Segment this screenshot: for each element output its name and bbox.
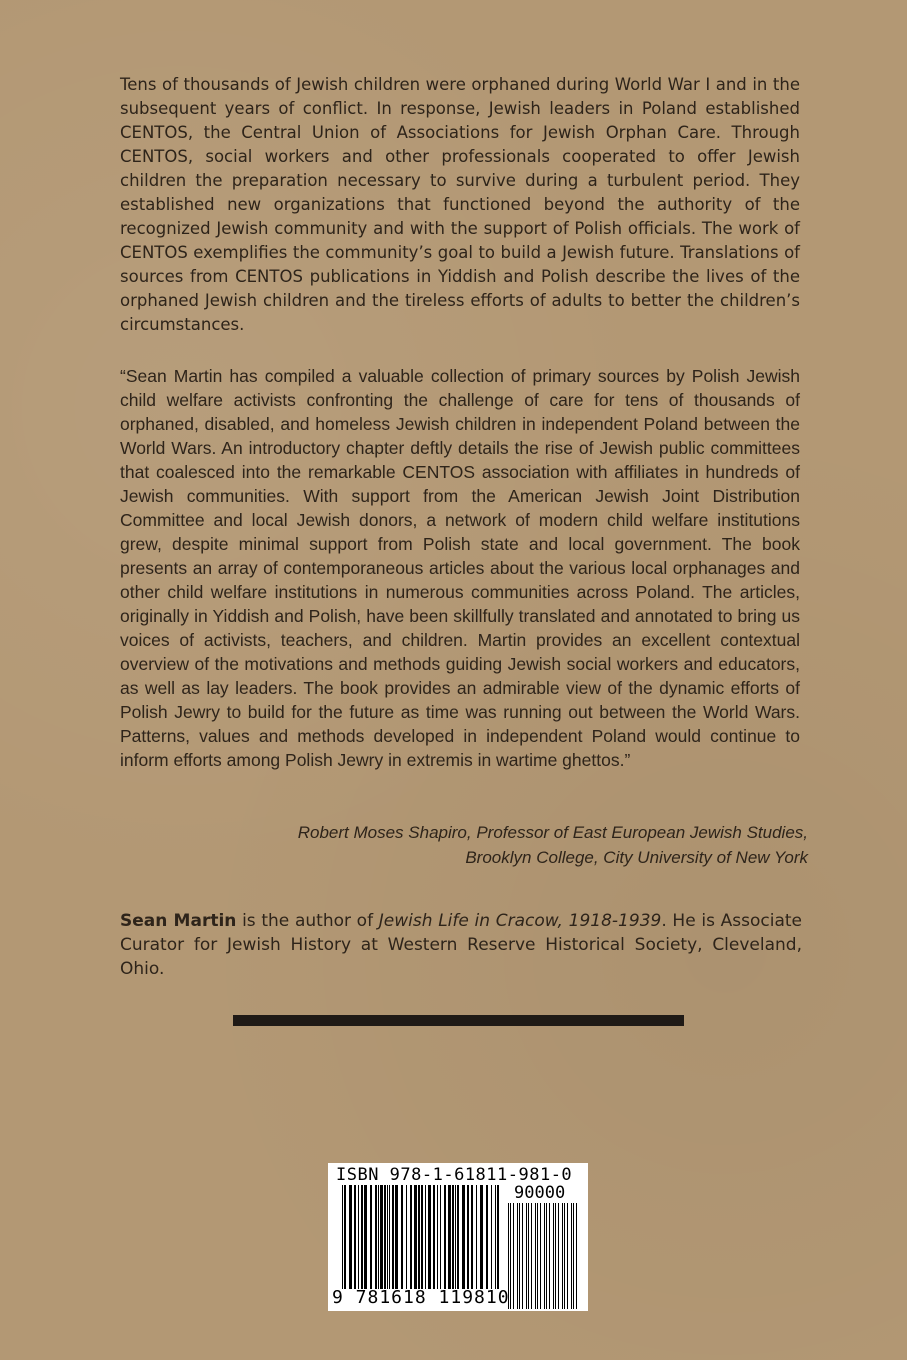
author-bio [120, 909, 802, 981]
barcode-bar-35 [476, 1185, 477, 1289]
addon-bar-9 [535, 1203, 536, 1309]
addon-bar-23 [576, 1203, 577, 1309]
addon-bar-22 [573, 1203, 574, 1309]
author-bio-text-2: . He is Associate Curator for Jewish History at Western Reserve Historical Society, Cleveland, Ohio. [120, 911, 802, 979]
barcode-bar-32 [462, 1185, 465, 1289]
barcode-bar-10 [380, 1185, 383, 1289]
barcode-bar-38 [491, 1185, 492, 1289]
addon-bar-2 [513, 1203, 514, 1309]
barcode-bar-14 [392, 1185, 394, 1289]
addon-bar-1 [510, 1203, 511, 1309]
isbn-label: ISBN 978-1-61811-981-0 [336, 1165, 573, 1185]
barcode-bar-40 [497, 1185, 499, 1289]
barcode-bar-7 [370, 1185, 372, 1289]
barcode-bar-20 [418, 1185, 420, 1289]
barcode-bar-23 [428, 1185, 431, 1289]
barcode-bar-27 [444, 1185, 446, 1289]
divider-rule [233, 1015, 684, 1026]
attribution-line-2: Brooklyn College, City University of New York [465, 848, 808, 867]
addon-bar-6 [526, 1203, 527, 1309]
addon-bar-13 [546, 1203, 547, 1309]
addon-bar-7 [528, 1203, 529, 1309]
barcode-bar-30 [455, 1185, 456, 1289]
addon-bar-10 [537, 1203, 538, 1309]
barcode-bar-36 [480, 1185, 483, 1289]
endorsement-attribution [200, 820, 808, 870]
addon-bar-11 [540, 1203, 541, 1309]
addon-bar-15 [553, 1203, 554, 1309]
barcode-bar-3 [354, 1185, 356, 1289]
barcode-bar-16 [401, 1185, 403, 1289]
addon-bar-4 [519, 1203, 520, 1309]
barcode-bar-29 [452, 1185, 454, 1289]
addon-bar-14 [549, 1203, 550, 1309]
author-bio-text-1: is the author of [236, 911, 379, 931]
barcode-bar-24 [433, 1185, 435, 1289]
barcode-bar-18 [410, 1185, 412, 1289]
barcode-bar-8 [375, 1185, 377, 1289]
addon-bar-21 [571, 1203, 572, 1309]
barcode-bar-21 [421, 1185, 423, 1289]
endorsement-quote: “Sean Martin has compiled a valuable collection of primary sources by Polish Jewish child welfare activists confronting the challenge of care for tens of thousands of orphaned, disabled, and homeless Jewish children in independent Poland between the World Wars. An introductory chapter deftly details the rise of Jewish public committees that coalesced into the remarkable CENTOS association with affiliates in hundreds of Jewish communities. With support from the American Jewish Joint Distribution Committee and local Jewish donors, a network of modern child welfare institutions grew, despite minimal support from Polish state and local government. The book presents an array of contemporaneous articles about the various local orphanages and other child welfare institutions in numerous communities across Poland. The articles, originally in Yiddish and Polish, have been skillfully translated and annotated to bring us voices of activists, teachers, and children. Martin provides an excellent contextual overview of the motivations and methods guiding Jewish social workers and educators, as well as lay leaders. The book provides an admirable view of the dynamic efforts of Polish Jewry to build for the future as time was running out between the World Wars. Patterns, values and methods developed in independent Poland would continue to inform efforts among Polish Jewry in extremis in wartime ghettos.” [120, 366, 800, 770]
barcode-bar-12 [387, 1185, 388, 1289]
addon-bar-20 [567, 1203, 568, 1309]
barcode-bar-6 [364, 1185, 367, 1289]
barcode-bar-4 [358, 1185, 359, 1289]
barcode-bar-15 [395, 1185, 398, 1289]
addon-bar-19 [564, 1203, 565, 1309]
addon-bar-17 [558, 1203, 559, 1309]
barcode-bar-31 [457, 1185, 459, 1289]
addon-bar-12 [544, 1203, 545, 1309]
author-name: Sean Martin [120, 911, 237, 931]
addon-bar-5 [522, 1203, 523, 1309]
barcode-bar-11 [384, 1185, 386, 1289]
barcode-bar-33 [467, 1185, 469, 1289]
barcode-bar-2 [349, 1185, 352, 1289]
attribution-line-1: Robert Moses Shapiro, Professor of East European Jewish Studies, [297, 823, 808, 842]
barcode-bar-9 [378, 1185, 379, 1289]
barcode-bar-26 [440, 1185, 441, 1289]
barcode-bar-37 [486, 1185, 488, 1289]
isbn-barcode [328, 1163, 588, 1311]
barcode-bar-28 [448, 1185, 451, 1289]
barcode-bar-17 [406, 1185, 407, 1289]
barcode-bar-13 [389, 1185, 390, 1289]
barcode-bar-34 [471, 1185, 473, 1289]
author-book-title: Jewish Life in Cracow, 1918-1939 [378, 911, 662, 931]
addon-bar-16 [555, 1203, 556, 1309]
barcode-bar-1 [344, 1185, 346, 1289]
addon-bar-8 [531, 1203, 532, 1309]
barcode-bar-25 [437, 1185, 438, 1289]
barcode-bar-0 [342, 1185, 343, 1289]
barcode-bar-22 [425, 1185, 426, 1289]
barcode-bar-19 [414, 1185, 417, 1289]
barcode-bar-39 [495, 1185, 496, 1289]
barcode-bar-5 [361, 1185, 363, 1289]
price-code: 90000 [514, 1183, 566, 1203]
addon-bar-3 [517, 1203, 518, 1309]
addon-bar-18 [562, 1203, 563, 1309]
book-description: Tens of thousands of Jewish children were orphaned during World War I and in the subsequent years of conflict. In response, Jewish leaders in Poland established CENTOS, the Central Union of Associations for Jewish Orphan Care. Through CENTOS, social workers and other professionals cooperated to offer Jewish children the preparation necessary to survive during a turbulent period. They established new organizations that functioned beyond the authority of the recognized Jewish community and with the support of Polish officials. The work of CENTOS exemplifies the community’s goal to build a Jewish future. Translations of sources from CENTOS publications in Yiddish and Polish describe the lives of the orphaned Jewish children and the tireless efforts of adults to better the children’s circumstances. [120, 75, 800, 334]
ean-digits: 9 781618 119810 [332, 1287, 510, 1308]
